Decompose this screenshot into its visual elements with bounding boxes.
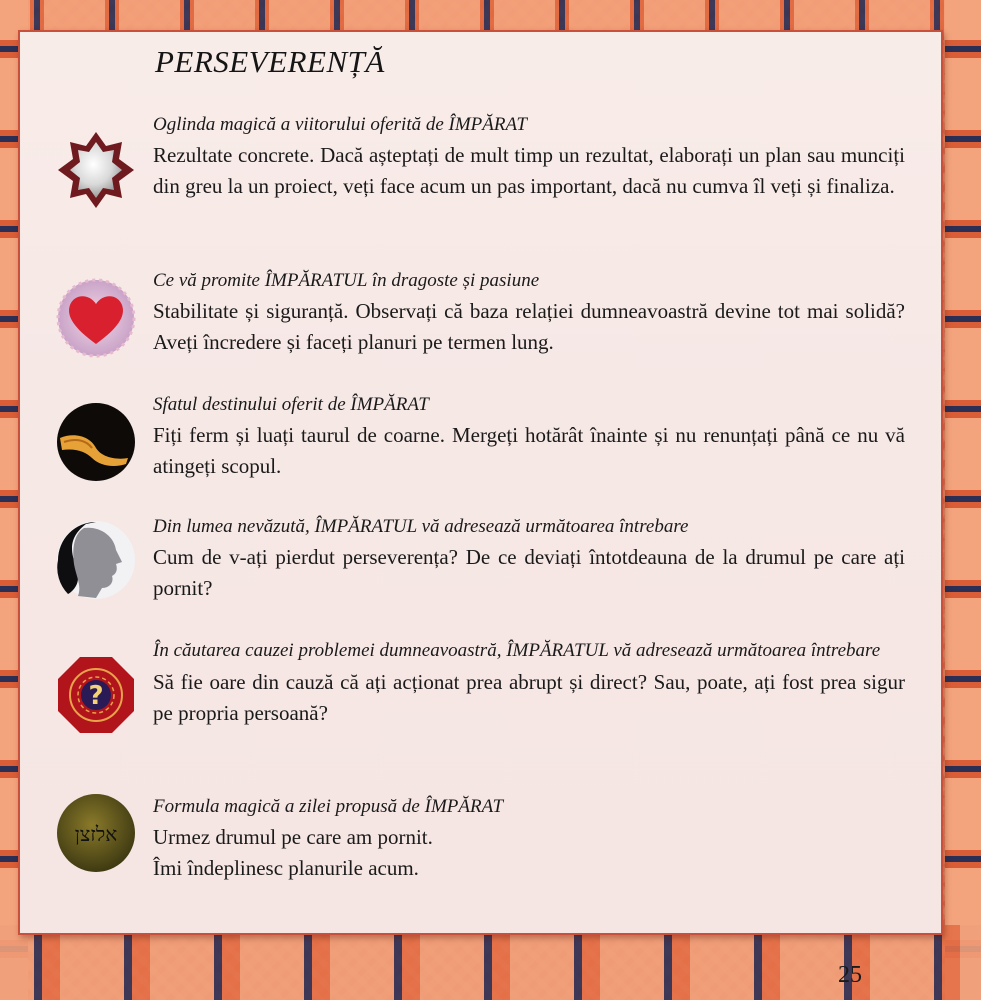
section-love	[153, 268, 905, 358]
section-heading: Oglinda magică a viitorului oferită de ÎMPĂRAT	[153, 114, 527, 135]
section-body: Să fie oare din cauză că ați acționat prea abrupt și direct? Sau, poate, ați fost prea sigur pe propria persoană?	[153, 670, 905, 725]
right-ornament-strip	[945, 0, 981, 1000]
section-body	[153, 822, 905, 884]
section-magic-formula	[153, 794, 905, 884]
bottom-ornament-band	[0, 925, 981, 1000]
formula-line: Urmez drumul pe care am pornit.	[153, 825, 433, 849]
section-heading: Din lumea nevăzută, ÎMPĂRATUL vă adresează următoarea întrebare	[153, 516, 689, 537]
page-title: PERSEVERENȚĂ	[155, 44, 385, 79]
coin-glyph: אלזצן	[74, 822, 118, 846]
svg-text:?: ?	[88, 681, 104, 711]
hand-icon	[56, 402, 136, 482]
heart-icon	[56, 278, 136, 358]
section-body: Cum de v-ați pierdut perseverența? De ce deviați întotdeauna de la drumul pe care ați pornit?	[153, 545, 905, 600]
page-number: 25	[838, 962, 862, 988]
section-heading: Ce vă promite ÎMPĂRATUL în dragoste și pasiune	[153, 270, 540, 291]
section-heading: Sfatul destinului oferit de ÎMPĂRAT	[153, 394, 429, 415]
formula-line: Îmi îndeplinesc planurile acum.	[153, 856, 419, 880]
section-cause	[153, 636, 905, 729]
section-body: Rezultate concrete. Dacă așteptați de mult timp un rezultat, elaborați un plan sau munciți din greu la un proiect, veți face acum un pas important, dacă nu cumva îl veți și finaliza.	[153, 143, 905, 198]
hebrew-coin-icon	[56, 793, 136, 873]
section-heading: În căutarea cauzei problemei dumneavoastră, ÎMPĂRATUL vă adresează următoarea întrebare	[153, 640, 881, 661]
section-heading: Formula magică a zilei propusă de ÎMPĂRAT	[153, 796, 504, 817]
section-body: Fiți ferm și luați taurul de coarne. Mergeți hotărât înainte și nu renunțați până ce nu vă atingeți scopul.	[153, 423, 905, 478]
question-octagon-icon	[56, 655, 136, 735]
section-mirror	[153, 112, 905, 202]
section-destiny	[153, 392, 905, 482]
star-mirror-icon	[56, 130, 136, 210]
section-unseen-world	[153, 514, 905, 604]
section-body: Stabilitate și siguranță. Observați că baza relației dumneavoastră devine tot mai solidă? Aveți încredere și faceți planuri pe termen lung.	[153, 299, 905, 354]
face-profile-icon	[56, 520, 136, 600]
